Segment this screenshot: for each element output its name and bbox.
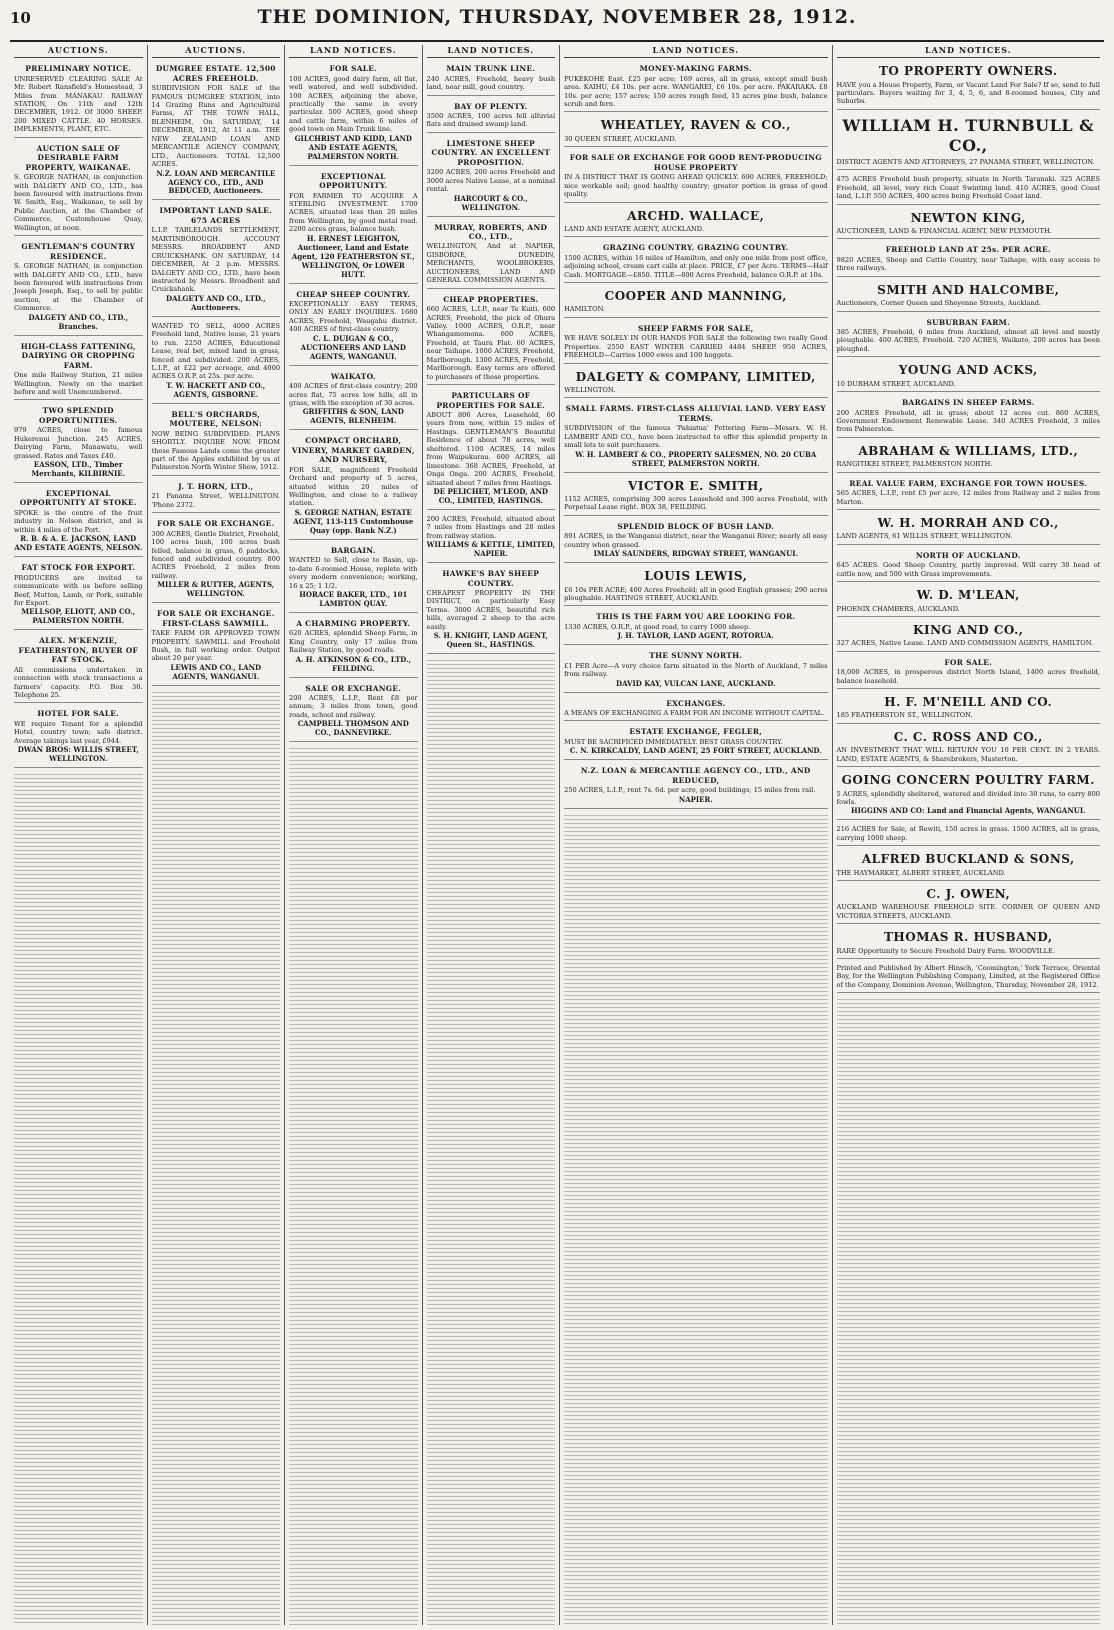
ad-signature: DALGETY AND CO., LTD., Branches.	[28, 312, 129, 331]
column-4	[423, 45, 561, 1625]
advertisement	[837, 655, 1100, 689]
advertisement	[289, 369, 418, 431]
advertisement	[564, 566, 827, 606]
ad-title: FAT STOCK FOR EXPORT.	[21, 563, 136, 573]
advertisement	[837, 61, 1100, 110]
ad-body: 9820 ACRES, Sheep and Cattle Country, near Taihape, with easy access to three railways.	[836, 255, 1100, 273]
ad-body: SUBDIVISION FOR SALE of the FAMOUS DUMGREE STATION, into 14 Grazing Runs and Agricultural Farms, AT THE TOWN HALL, BLENHEIM, On SATURDAY, 14 DECEMBER, 1912, At 11 a.m. THE NEW ZEALAND LOAN AND MERCANTILE AGENCY COMPANY, LTD., Auctioneers. TOTAL 12,500 ACRES.	[151, 84, 281, 169]
ad-body: 645 ACRES. Good Sheep Country, partly improved. Will carry 30 head of cattle now, and 500 with Grass improvements.	[836, 561, 1100, 578]
ad-body: EXCEPTIONALLY EASY TERMS, ONLY AN EARLY INQUIRIES. 1680 ACRES, Freehold, Waugahu district. 400 ACRES of first-class country.	[289, 299, 418, 334]
ad-body: LAND AGENTS, 61 WILLIS STREET, WELLINGTON.	[836, 532, 1013, 541]
ad-body: 565 ACRES, L.I.P., rent £5 per acre, 12 miles from Railway and 2 miles from Marton.	[836, 489, 1100, 506]
advertisement	[564, 150, 827, 202]
advertisement	[837, 513, 1100, 545]
column-heading: LAND NOTICES.	[289, 45, 418, 58]
advertisement	[837, 770, 1100, 820]
ad-signature: S. H. KNIGHT, LAND AGENT, Queen St., HASTINGS.	[433, 631, 548, 650]
ad-title: MONEY-MAKING FARMS.	[639, 64, 752, 74]
advertisement	[564, 609, 827, 645]
ad-signature: W. H. LAMBERT & CO., PROPERTY SALESMEN, NO. 20 CUBA STREET, PALMERSTON NORTH.	[575, 449, 817, 468]
ad-title: HAWKE'S BAY SHEEP COUNTRY.	[442, 569, 540, 588]
ad-body: PRODUCERS are invited to communicate with us before selling Beef, Mutton, Lamb, or Pork, suitable for Export.	[14, 573, 143, 607]
advertisement	[289, 616, 418, 678]
ad-title: GOING CONCERN POULTRY FARM.	[841, 773, 1095, 788]
ad-body: 1330 ACRES, O.R.P., at good road, to carry 1000 sheep.	[564, 622, 751, 631]
ad-body: 200 ACRES Freehold, all in grass; about 12 acres cut. 860 ACRES, Government Endowment Renewable Lease. 340 ACRES Freehold, 3 miles from Palmerston.	[836, 408, 1100, 434]
advertisement	[837, 395, 1100, 438]
ad-body: SUBDIVISION of the famous 'Pahiatua' Pottering Farm—Messrs. W. H. LAMBERT AND CO., have been instructed to offer this splendid property in small lots to suit purchasers.	[564, 424, 828, 450]
ad-signature: EASSON, LTD., Timber Merchants, KILBIRNIE.	[31, 460, 126, 479]
ad-title: SHEEP FARMS FOR SALE,	[637, 323, 754, 333]
ad-title: SUBURBAN FARM.	[926, 317, 1011, 327]
ad-body: AUCTIONEER, LAND & FINANCIAL AGENT, NEW PLYMOUTH.	[836, 226, 1052, 235]
ad-title: THOMAS R. HUSBAND,	[883, 930, 1053, 945]
advertisement	[564, 648, 827, 692]
ad-body: IN A DISTRICT THAT IS GOING AHEAD QUICKLY. 690 ACRES, FREEHOLD; nice workable soil; good healthy country; greater portion in grass of good quality.	[564, 173, 828, 199]
ad-body: 300 ACRES, Gentle District, Freehold, 100 acres bush, 100 acres bush felled, balance in grass, 6 paddocks, fenced and subdivided country. 800 ACRES Freehold, 2 miles from railway.	[151, 529, 281, 580]
ad-body: NOW BEING SUBDIVIDED. PLANS SHORTLY. INQUIRE NOW. FROM these Famous Lands come the greater part of the Apples exhibited by us at Palmerston North Winter Show, 1912.	[151, 429, 281, 472]
advertisement	[564, 696, 827, 722]
advertisement	[427, 61, 556, 95]
ad-body: FOR FARMER TO ACQUIRE A STERLING INVESTMENT. 1700 ACRES, situated less than 20 miles from Wellington, by good metal road. 2200 acres grass, balance bush.	[289, 191, 418, 234]
ad-signature: N.Z. LOAN AND MERCANTILE AGENCY CO., LTD., AND BEDUCED, Auctioneers.	[156, 168, 276, 196]
ad-body: 21 Panama Street, WELLINGTON. 'Phone 2372.	[151, 492, 281, 509]
ad-body: 3200 ACRES, 200 acres Freehold and 3000 acres Native Lease, at a nominal rental.	[426, 168, 556, 194]
ad-title: H. F. M'NEILL AND CO.	[884, 695, 1053, 710]
ad-body: 385 ACRES, Freehold, 6 miles from Auckland, almost all level and mostly ploughable. 400 ACRES, Freehold. 720 ACRES, Waikato, 200 acres has been ploughed.	[836, 328, 1100, 353]
ad-body: S. GEORGE NATHAN, in conjunction with DALGETY AND CO., LTD., have been favoured with instructions from Joseph Joseph, Esq., to sell by public auction, at the Chamber of Commerce.	[14, 262, 143, 313]
ad-body: PUKEKOHE East. £25 per acre; 169 acres, all in grass, except small bush area. KAIHU, £4 10s. per acre. WANGAREI, £6 10s. per acre. PAKARAKA. £8 10s. per acre; 157 acres; 150 acres rough feed, 15 acres pine bush, balance scrub and fern.	[564, 74, 828, 109]
ad-title: FOR SALE.	[944, 657, 993, 667]
advertisement	[289, 287, 418, 366]
ad-body: 475 ACRES Freehold bush property, situate in North Taranaki. 325 ACRES Freehold, all level, very rich Coast Swinting land. 410 ACRES, good Coast land, L.I.P. 550 ACRES, 400 acres being Freehold Coast land.	[836, 175, 1100, 201]
ad-body: HAMILTON.	[564, 305, 606, 314]
advertisement	[837, 208, 1100, 240]
ad-title: FOR SALE.	[329, 64, 378, 74]
advertisement	[837, 962, 1100, 993]
ad-signature: WILLIAMS & KETTLE, LIMITED, NAPIER.	[426, 540, 556, 559]
fine-print-texture	[427, 657, 556, 1625]
ad-body: THE HAYMARKET, ALBERT STREET, AUCKLAND.	[836, 868, 1006, 877]
masthead	[10, 6, 1104, 42]
ad-title: ARCHD. WALLACE,	[627, 208, 765, 223]
ad-body: UNRESERVED CLEARING SALE At Mr. Robert Ransfield's Homestead, 3 Miles from MANAKAU RAILWAY STATION, On 11th and 12th DECEMBER, 1912. Of 3000 SHEEP. 200 MIXED CATTLE. 40 HORSES. IMPLEMENTS, PLANT, ETC.	[14, 74, 143, 134]
advertisement	[152, 203, 281, 316]
fine-print-texture	[564, 812, 827, 1625]
ad-signature: MELLSOP, ELIOTT, AND CO., PALMERSTON NORTH.	[21, 607, 136, 626]
ad-signature: R. B. & A. E. JACKSON, LAND AND ESTATE AGENTS, NELSON.	[14, 534, 143, 553]
ad-body: 100 ACRES, good dairy farm, all flat, well watered, and well subdivided. 100 ACRES, adjoining the above, practically the same in every particular. 500 ACRES, good sheep and cattle farm, within 6 miles of good town on Main Trunk line.	[289, 74, 418, 134]
ad-body: 200 ACRES, Freehold, situated about 7 miles from Hastings and 28 miles from railway station.	[426, 514, 556, 540]
ad-body: HAVE you a House Property, Farm, or Vacant Land For Sale? If so, send to full particulars. Buyers waiting for 3, 4, 5, 6, and 8-roomed houses, City and Suburbs.	[836, 80, 1100, 106]
advertisement	[14, 141, 143, 236]
ad-title: FOR SALE OR EXCHANGE. FIRST-CLASS SAWMILL.	[157, 609, 275, 628]
ad-signature: DALGETY AND CO., LTD., Auctioneers.	[166, 293, 266, 312]
advertisement	[152, 516, 281, 603]
advertisement	[837, 692, 1100, 724]
ad-signature: IMLAY SAUNDERS, RIDGWAY STREET, WANGANUI.	[593, 549, 798, 559]
advertisement	[837, 360, 1100, 392]
advertisement	[289, 433, 418, 539]
ad-body: SPOKE is the centre of the fruit industry in Nelson district, and is within 4 miles of the Port.	[14, 508, 143, 534]
ad-body: 30 QUEEN STREET, AUCKLAND.	[564, 134, 677, 143]
ad-title: SMALL FARMS. FIRST-CLASS ALLUVIAL LAND. VERY EASY TERMS.	[565, 404, 826, 423]
advertisement	[564, 763, 827, 808]
ad-title: FOR SALE OR EXCHANGE.	[157, 519, 275, 529]
ad-body: 216 ACRES for Sale, at Rewiti, 150 acres in grass. 1500 ACRES, all in grass, carrying 1000 sheep.	[836, 825, 1100, 842]
column-heading: LAND NOTICES.	[564, 45, 827, 58]
advertisement	[14, 403, 143, 483]
ad-title: LIMESTONE SHEEP COUNTRY. AN EXCELLENT PROPOSITION.	[431, 138, 551, 167]
fine-print-texture	[289, 745, 418, 1625]
ad-body: £1 PER Acre—A very choice farm situated in the North of Auckland, 7 miles from railway.	[564, 661, 828, 679]
ad-body: DISTRICT AGENTS AND ATTORNEYS, 27 PANAMA STREET, WELLINGTON.	[836, 157, 1095, 166]
ad-body: WANTED TO SELL, 4000 ACRES Freehold land, Native lease, 21 years to run. 2250 ACRES, Educational Lease, real bet, mixed land in grass, fenced and subdivided. 200 ACRES, L.I.P., at £22 per acreage, and 4000 ACRES O.R.P. at 25s. per acre.	[151, 321, 281, 381]
ad-body: 5 ACRES, splendidly sheltered, watered and divided into 30 runs, to carry 800 fowls.	[836, 789, 1100, 806]
ad-body: Auctioneers, Corner Queen and Sheyenne Streets, Auckland.	[836, 299, 1042, 308]
ad-body: All commissions undertaken in connection with stock transactions a farmers' capacity. P.O. Box 30. Telephone 25.	[14, 665, 143, 700]
ad-body: WE require Tenant for a splendid Hotel, country town; safe district. Average takings last year, £944.	[14, 719, 143, 745]
advertisement	[837, 441, 1100, 473]
ad-signature: J. H. TAYLOR, LAND AGENT, ROTORUA.	[617, 631, 774, 641]
fine-print-texture	[14, 771, 143, 1625]
ad-body: Printed and Published by Albert Hinsch, 'Coomington,' York Terrace, Oriental Bay, for the Wellington Publishing Company, Limited, at the Registered Office of the Company, Dominion Avenue, Wellington, Thursday, November 28, 1912.	[836, 964, 1100, 989]
ad-title: BELL'S ORCHARDS, MOUTERE, NELSON:	[169, 409, 263, 429]
ad-signature: DE PELICHET, M'LEOD, AND CO., LIMITED, HASTINGS.	[433, 486, 548, 505]
ad-title: W. H. MORRAH AND CO.,	[877, 516, 1059, 531]
ad-body: One mile Railway Station, 21 miles Wellington. Newly on the market before and well Unencumbered.	[14, 371, 143, 396]
ad-body: WE HAVE SOLELY IN OUR HANDS FOR SALE the following two really Good Properties. 2550 EAST WINTER CARRIED 4484 SHEEP. 950 ACRES, FREEHOLD—Carries 1000 ewes and 100 hoggets.	[564, 334, 828, 360]
column-5	[560, 45, 832, 1625]
ad-title: HOTEL FOR SALE.	[37, 709, 120, 719]
advertisement	[564, 401, 827, 472]
ad-signature: HIGGINS AND CO: Land and Financial Agents, WANGANUI.	[850, 806, 1086, 816]
ad-body: 1500 ACRES, within 16 miles of Hamilton, and only one mile from post office, adjoining school, cream cart calls at place. PRICE, £7 per Acre. TERMS—Half Cash. MORTGAGE—£850. TITLE—800 Acres Freehold, balance O.R.P. at 10s.	[564, 253, 828, 279]
advertisement	[427, 292, 556, 385]
columns-container	[10, 45, 1104, 1625]
ad-body: S. GEORGE NATHAN, in conjunction with DALGETY AND CO., LTD., has been favoured with instructions from W. Smith, Esq., Waikanae, to sell by Public Auction, at the Chamber of Commerce, Customhouse Quay, Wellington, at noon.	[14, 173, 143, 232]
ad-title: LOUIS LEWIS,	[644, 569, 748, 584]
ad-signature: GRIFFITHS & SON, LAND AGENTS, BLENHEIM.	[302, 407, 404, 426]
ad-title: COOPER AND MANNING,	[604, 289, 787, 304]
ad-body: RANGITIKEI STREET, PALMERSTON NORTH.	[836, 460, 993, 469]
ad-title: A CHARMING PROPERTY.	[296, 618, 411, 628]
advertisement	[564, 321, 827, 364]
ad-body: LAND AND ESTATE AGENT, AUCKLAND.	[564, 224, 704, 233]
column-3	[285, 45, 423, 1625]
ad-title: C. J. OWEN,	[926, 887, 1011, 901]
ad-title: CHEAP PROPERTIES.	[443, 294, 539, 304]
advertisement	[14, 239, 143, 335]
ad-signature: CAMPBELL THOMSON AND CO., DANNEVIRKE.	[297, 719, 409, 738]
advertisement	[837, 476, 1100, 510]
ad-body: ABOUT 806 Acres, Leasehold, 60 years from now, within 15 miles of Hastings. GENTLEMAN'S Beautiful Residence of about 78 acres, well sheltered. 1100 ACRES, 14 miles from Waipukurau. 600 ACRES, all limestone. 368 ACRES, Freehold, at Onga Onga. 200 ACRES, Freehold, situated about 7 miles from Hastings.	[426, 411, 556, 487]
ad-title: PRELIMINARY NOTICE.	[25, 64, 132, 74]
ad-title: TWO SPLENDID OPPORTUNITIES.	[38, 406, 118, 425]
advertisement	[14, 339, 143, 401]
ad-title: W. D. M'LEAN,	[916, 588, 1020, 603]
ad-title: COMPACT ORCHARD, VINERY, MARKET GARDEN, AND NURSERY,	[291, 436, 415, 465]
newspaper-title: THE DOMINION, THURSDAY, NOVEMBER 28, 1912.	[257, 6, 857, 28]
advertisement	[837, 280, 1100, 312]
ad-title: SALE OR EXCHANGE.	[305, 683, 402, 693]
ad-body: WANTED to Sell, close to Basin, up-to-date 6-roomed House, replete with every modern convenience; working, 16 x 25; 1 1/2.	[289, 556, 418, 590]
ad-title: GRAZING COUNTRY. GRAZING COUNTRY.	[603, 243, 789, 253]
advertisement	[837, 849, 1100, 881]
ad-body: AN INVESTMENT THAT WILL RETURN YOU 10 PER CENT. IN 2 YEARS. LAND, ESTATE AGENTS, & Sharebrokers, Masterton.	[836, 746, 1100, 763]
ad-body: CHEAPEST PROPERTY IN THE DISTRICT, on particularly Easy Terms. 3000 ACRES, beautiful rich hills, averaged 2 sheep to the acre easily.	[426, 589, 556, 631]
ad-title: DALGETY & COMPANY, LIMITED,	[575, 369, 816, 384]
ad-title: WAIKATO.	[330, 371, 376, 381]
advertisement	[564, 286, 827, 318]
ad-title: KING AND CO.,	[913, 622, 1024, 637]
advertisement	[837, 173, 1100, 204]
column-heading: AUCTIONS.	[152, 45, 281, 58]
ad-title: VICTOR E. SMITH,	[628, 478, 764, 493]
advertisement	[564, 115, 827, 147]
ad-title: BAY OF PLENTY.	[454, 101, 528, 111]
advertisement	[427, 513, 556, 563]
ad-body: 18,000 ACRES, in prosperous district North Island, 1400 acres freehold, balance leasehold.	[836, 668, 1100, 685]
advertisement	[427, 136, 556, 217]
advertisement	[289, 169, 418, 284]
page-number: 10	[10, 9, 31, 27]
ad-title: SMITH AND HALCOMBE,	[877, 282, 1060, 297]
ad-title: TO PROPERTY OWNERS.	[878, 64, 1058, 79]
ad-title: ALEX. M'KENZIE, FEATHERSTON, BUYER OF FAT STOCK.	[18, 636, 138, 665]
advertisement	[14, 486, 143, 557]
column-6	[833, 45, 1104, 1625]
advertisement	[427, 99, 556, 133]
ad-title: CHEAP SHEEP COUNTRY.	[296, 289, 411, 299]
ad-signature: DAVID KAY, VULCAN LANE, AUCKLAND.	[616, 678, 776, 688]
advertisement	[837, 585, 1100, 617]
advertisement	[837, 823, 1100, 846]
ad-body: 400 ACRES of first-class country; 200 acres flat, 75 acres low hills, all in grass, with the exception of 30 acres.	[289, 382, 418, 407]
fine-print-texture	[837, 996, 1100, 1625]
ad-title: HIGH-CLASS FATTENING, DAIRYING OR CROPPING FARM.	[20, 341, 136, 370]
ad-title: MAIN TRUNK LINE.	[446, 64, 536, 74]
ad-body: 891 ACRES, in the Wanganui district, near the Wanganui River; nearly all easy country when grassed.	[564, 532, 828, 549]
ad-signature: NAPIER.	[678, 794, 713, 804]
column-2	[148, 45, 286, 1625]
ad-body: WELLINGTON, And at NAPIER, GISBORNE, DUNEDIN, MERCHANTS, WOOLBROKERS, AUCTIONEERS, LAND AND GENERAL COMMISSION AGENTS.	[426, 242, 556, 285]
ad-title: EXCHANGES.	[666, 698, 726, 708]
ad-title: ESTATE EXCHANGE, FEGLER,	[629, 727, 763, 737]
advertisement	[14, 633, 143, 703]
advertisement	[837, 548, 1100, 582]
advertisement	[564, 519, 827, 563]
ad-body: £6 10s PER ACRE; 400 Acres Freehold; all in good English grasses; 290 acres ploughable. HASTINGS STREET, AUCKLAND.	[564, 585, 828, 602]
ad-body: A MEANS OF EXCHANGING A FARM FOR AN INCOME WITHOUT CAPITAL.	[564, 709, 825, 717]
ad-body: WELLINGTON.	[564, 386, 616, 395]
column-heading: LAND NOTICES.	[837, 45, 1100, 58]
ad-body: 660 ACRES, L.I.P., near Te Kuiti. 600 ACRES, Freehold, the pick of Ohura Valley. 1000 ACRES, O.R.P., near Whangamomona. 600 ACRES, Freehold, at Taura Flat. 60 ACRES, near Taihape. 1000 ACRES, Freehold, Marlborough. 1300 ACRES, Freehold, Marlborough. Easy terms are offered to purchasers of these properties.	[426, 305, 556, 381]
ad-title: C. C. ROSS AND CO.,	[893, 729, 1043, 744]
column-1	[10, 45, 148, 1625]
ad-title: ALFRED BUCKLAND & SONS,	[861, 852, 1075, 867]
ad-title: DUMGREE ESTATE. 12,500 ACRES FREEHOLD.	[155, 64, 276, 83]
ad-title: REAL VALUE FARM, EXCHANGE FOR TOWN HOUSES.	[849, 478, 1088, 488]
ad-title: FOR SALE OR EXCHANGE FOR GOOD RENT-PRODUCING HOUSE PROPERTY	[569, 153, 822, 172]
ad-title: NORTH OF AUCKLAND.	[915, 550, 1021, 560]
advertisement	[837, 927, 1100, 959]
advertisement	[152, 320, 281, 404]
ad-title: EXCEPTIONAL OPPORTUNITY AT STOKE.	[19, 489, 137, 508]
advertisement	[289, 681, 418, 743]
ad-title: BARGAINS IN SHEEP FARMS.	[902, 398, 1035, 408]
advertisement	[837, 727, 1100, 767]
ad-body: RARE Opportunity to Secure Freehold Dairy Farm. WOODVILLE.	[836, 946, 1055, 955]
ad-signature: T. W. HACKETT AND CO., AGENTS, GISBORNE.	[166, 380, 266, 399]
advertisement	[564, 240, 827, 283]
column-heading: AUCTIONS.	[14, 45, 143, 58]
advertisement	[564, 367, 827, 399]
advertisement	[564, 61, 827, 112]
advertisement	[564, 476, 827, 516]
advertisement	[564, 206, 827, 238]
ad-body: FOR SALE, magnificent Freehold Orchard and property of 5 acres, situated within 20 miles of Wellington, and close to a railway station.	[289, 465, 418, 508]
ad-title: PARTICULARS OF PROPERTIES FOR SALE.	[436, 391, 546, 410]
ad-title: GENTLEMAN'S COUNTRY RESIDENCE.	[21, 242, 136, 261]
ad-body: 1152 ACRES, comprising 300 acres Leasehold and 300 acres Freehold, with Perpetual Lease right. BOX 38, FEILDING.	[564, 494, 828, 512]
ad-title: THIS IS THE FARM YOU ARE LOOKING FOR.	[596, 612, 796, 622]
ad-signature: S. GEORGE NATHAN, ESTATE AGENT, 113-115 Customhouse Quay (opp. Bank N.Z.)	[293, 507, 414, 535]
ad-body: L.I.P. TABLELANDS SETTLEMENT, MARTINBOROUGH. ACCOUNT MESSRS. BROADBENT AND CRUICKSHANK. ON SATURDAY, 14 DECEMBER, At 2 p.m. MESSRS. DALGETY AND CO., LTD., have been instructed by Messrs. Broadbent and Cruickshank.	[151, 226, 281, 294]
ad-signature: LEWIS AND CO., LAND AGENTS, WANGANUI.	[170, 662, 262, 681]
ad-title: WHEATLEY, RAVEN & CO.,	[600, 118, 791, 133]
ad-signature: GILCHRIST AND KIDD, LAND AND ESTATE AGENTS, PALMERSTON NORTH.	[294, 133, 412, 161]
ad-signature: HORACE BAKER, LTD., 101 LAMBTON QUAY.	[299, 589, 408, 608]
ad-title: AUCTION SALE OF DESIRABLE FARM PROPERTY, WAIKANAE.	[25, 143, 132, 172]
ad-body: 250 ACRES, L.I.P., rent 7s. 6d. per acre, good buildings; 15 miles from rail.	[564, 786, 816, 795]
ad-signature: DWAN BROS: WILLIS STREET, WELLINGTON.	[17, 745, 139, 764]
ad-body: 200 ACRES, L.I.P., Rent £8 per annum; 3 miles from town, good roads, school and railway.	[289, 694, 418, 719]
advertisement	[837, 884, 1100, 924]
advertisement	[152, 61, 281, 200]
ad-title: EXCEPTIONAL OPPORTUNITY.	[319, 171, 388, 191]
ad-body: 3500 ACRES, 100 acres fell alluvial flats and drained swamp land.	[426, 112, 556, 129]
ad-body: 979 ACRES, close to famous Hukerenui Junction. 245 ACRES, Dairying Farm, Manawatu, well grassed. Rates and Taxes £40.	[14, 426, 143, 460]
ad-title: MURRAY, ROBERTS, AND CO., LTD.,	[434, 222, 548, 242]
ad-title: FREEHOLD LAND AT 25s. PER ACRE.	[885, 245, 1051, 255]
advertisement	[152, 606, 281, 686]
ad-signature: A. H. ATKINSON & CO., LTD., FEILDING.	[295, 654, 411, 673]
ad-title: NEWTON KING,	[910, 210, 1026, 225]
ad-signature: MILLER & RUTTER, AGENTS, WELLINGTON.	[157, 580, 275, 599]
ad-signature: HARCOURT & CO., WELLINGTON.	[453, 193, 528, 212]
ad-body: AUCKLAND WAREHOUSE FREEHOLD SITE. CORNER OF QUEEN AND VICTORIA STREETS, AUCKLAND.	[836, 903, 1100, 920]
advertisement	[289, 543, 418, 613]
advertisement	[837, 620, 1100, 652]
advertisement	[427, 388, 556, 510]
advertisement	[427, 220, 556, 289]
ad-signature: C. N. KIRKCALDY, LAND AGENT, 25 FORT STREET, AUCKLAND.	[569, 746, 822, 756]
ad-title: N.Z. LOAN & MERCANTILE AGENCY CO., LTD., AND REDUCED,	[580, 766, 811, 785]
ad-title: SPLENDID BLOCK OF BUSH LAND.	[617, 521, 775, 531]
ad-title: J. T. HORN, LTD.,	[178, 481, 254, 491]
advertisement	[837, 315, 1100, 358]
advertisement	[14, 560, 143, 630]
advertisement	[564, 724, 827, 760]
advertisement	[289, 61, 418, 165]
ad-signature: H. ERNEST LEIGHTON, Auctioneer, Land and Estate Agent, 120 FEATHERSTON ST., WELLINGTON, Or LOWER HUTT.	[291, 233, 415, 279]
ad-title: IMPORTANT LAND SALE. 675 ACRES	[159, 206, 272, 225]
ad-signature: C. L. DUIGAN & CO., AUCTIONEERS AND LAND AGENTS, WANGANUI.	[300, 333, 406, 361]
fine-print-texture	[152, 689, 281, 1625]
ad-body: PHOENIX CHAMBERS, AUCKLAND.	[836, 604, 960, 613]
ad-body: 620 ACRES, splendid Sheep Farm, in King Country, only 17 miles from Railway Station, by good roads.	[289, 629, 418, 655]
advertisement	[152, 407, 281, 476]
ad-body: MUST BE SACRIFICED IMMEDIATELY. BEST GRASS COUNTRY.	[564, 737, 783, 746]
advertisement	[427, 566, 556, 654]
advertisement	[14, 706, 143, 768]
ad-title: YOUNG AND ACKS,	[898, 363, 1038, 378]
ad-body: 10 DURHAM STREET, AUCKLAND.	[836, 379, 956, 388]
ad-body: 327 ACRES, Native Lease. LAND AND COMMISSION AGENTS, HAMILTON.	[836, 639, 1094, 648]
ad-body: 240 ACRES, Freehold, heavy bush land, near mill, good country.	[426, 74, 556, 92]
column-heading: LAND NOTICES.	[427, 45, 556, 58]
ad-title: BARGAIN.	[330, 545, 376, 555]
advertisement	[837, 113, 1100, 170]
advertisement	[14, 61, 143, 138]
ad-body: TAKE FARM OR APPROVED TOWN PROPERTY. SAWMILL and Freehold Bush, in full working order. Output about 20 per year.	[151, 629, 281, 663]
advertisement	[152, 479, 281, 513]
ad-title: ABRAHAM & WILLIAMS, LTD.,	[858, 443, 1079, 458]
advertisement	[837, 242, 1100, 276]
ad-body: 185 FEATHERSTON ST., WELLINGTON.	[836, 711, 973, 720]
ad-title: THE SUNNY NORTH.	[649, 651, 743, 661]
ad-title: WILLIAM H. TURNBULL & CO.,	[842, 115, 1095, 156]
